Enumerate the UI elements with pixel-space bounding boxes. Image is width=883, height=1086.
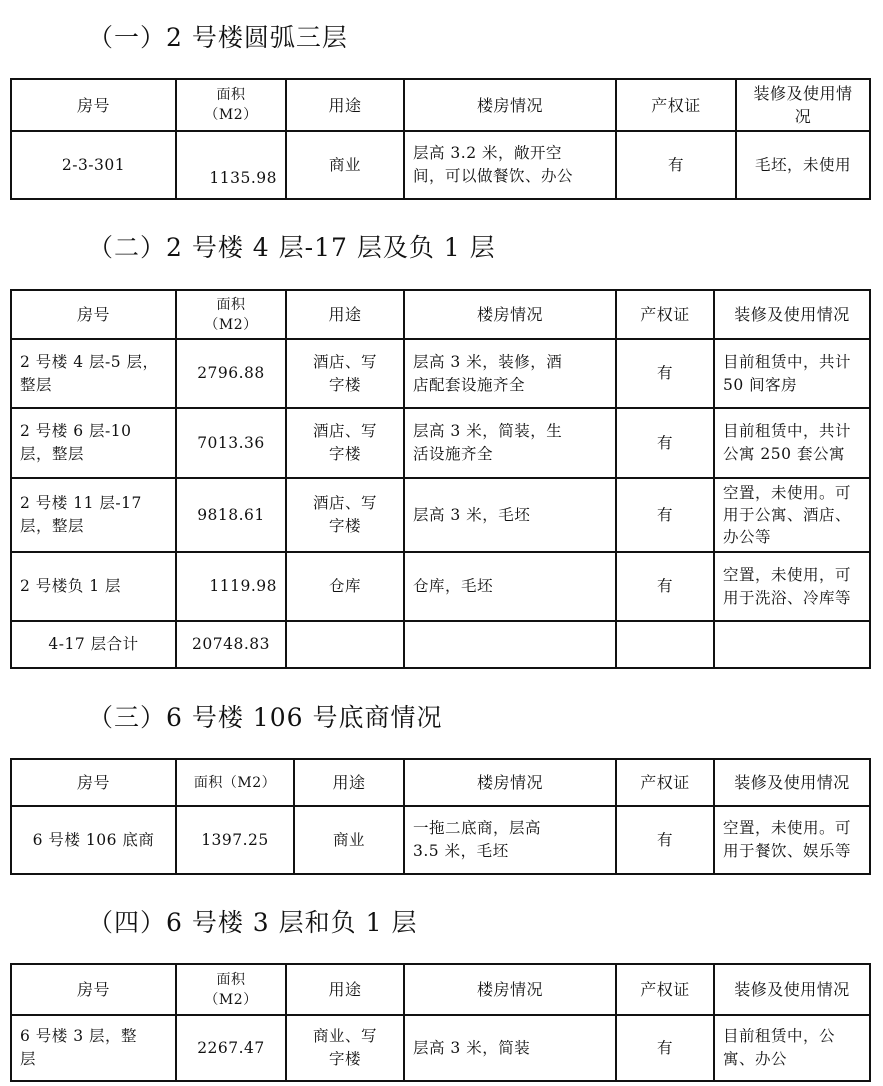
header-building: 楼房情况 — [404, 79, 616, 131]
text-line: 况 — [794, 107, 812, 126]
cell-room — [11, 408, 176, 478]
cell-building — [404, 131, 616, 199]
cell-decor — [714, 621, 870, 668]
text-line: 面积 — [216, 971, 246, 988]
section-4-table — [10, 963, 871, 1082]
text-line: 层高 3 米，毛坯 — [413, 505, 531, 524]
section-1-title: （一）2 号楼圆弧三层 — [88, 23, 348, 52]
cell-room — [11, 339, 176, 408]
cell-room — [11, 478, 176, 552]
header-room: 房号 — [11, 964, 176, 1015]
table-row — [11, 339, 870, 408]
text-line: 酒店、写 — [312, 352, 377, 371]
header-cert: 产权证 — [616, 964, 714, 1015]
cell-building — [404, 339, 616, 408]
text-line: 2 号楼负 1 层 — [20, 577, 122, 595]
cell-use: 商业 — [294, 806, 404, 874]
cell-cert — [616, 621, 714, 668]
text-line: 活设施齐全 — [413, 445, 494, 463]
header-area: 面积（M2） — [176, 759, 294, 806]
text-line: 装修及使用情 — [753, 84, 853, 103]
cell-cert: 有 — [616, 131, 736, 199]
cell-area: 9818.61 — [176, 478, 286, 552]
header-area — [176, 964, 286, 1015]
header-decor — [736, 79, 870, 131]
table-header-row — [11, 79, 870, 131]
section-2-title: （二）2 号楼 4 层-17 层及负 1 层 — [88, 233, 496, 262]
section-4-title: （四）6 号楼 3 层和负 1 层 — [88, 908, 418, 937]
text-line: 层高 3 米，装修，酒 — [413, 352, 563, 371]
cell-area: 1397.25 — [176, 806, 294, 874]
cell-area: 1119.98 — [176, 552, 286, 621]
cell-use — [286, 552, 404, 621]
text-line: 酒店、写 — [312, 422, 377, 440]
text-line: 6 号楼 3 层，整 — [20, 1027, 138, 1045]
table-row — [11, 478, 870, 552]
text-line: 空置，未使用。可 — [723, 484, 852, 502]
section-3-table — [10, 758, 871, 875]
header-cert: 产权证 — [616, 759, 714, 806]
text-line: 用于餐饮、娱乐等 — [723, 842, 852, 860]
text-line: 商业、写 — [312, 1027, 377, 1045]
header-decor: 装修及使用情况 — [714, 964, 870, 1015]
table-row — [11, 408, 870, 478]
cell-cert: 有 — [616, 806, 714, 874]
text-line: 间，可以做餐饮、办公 — [413, 167, 574, 185]
cell-building — [404, 478, 616, 552]
cell-room — [11, 552, 176, 621]
cell-use — [286, 621, 404, 668]
cell-room — [11, 1015, 176, 1081]
text-line: 目前租赁中，共计 — [723, 352, 852, 371]
text-line: 字楼 — [328, 445, 361, 463]
cell-cert: 有 — [616, 478, 714, 552]
cell-decor — [714, 552, 870, 621]
text-line: 面积 — [216, 296, 246, 313]
section-1-table — [10, 78, 871, 200]
text-line: 一拖二底商，层高 — [413, 819, 542, 837]
text-line: 目前租赁中，共计 — [723, 422, 852, 440]
text-line: 层高 3 米，简装 — [413, 1038, 531, 1057]
cell-use: 商业 — [286, 131, 404, 199]
text-line: （M2） — [204, 107, 258, 123]
text-line: 寓、办公 — [723, 1050, 788, 1068]
header-use: 用途 — [286, 79, 404, 131]
table-header-row — [11, 759, 870, 806]
section-2-table — [10, 289, 871, 669]
text-line: 2 号楼 6 层-10 — [20, 422, 132, 440]
section-3-title: （三）6 号楼 106 号底商情况 — [88, 703, 443, 732]
cell-decor — [714, 806, 870, 874]
cell-cert: 有 — [616, 339, 714, 408]
text-line: 层高 3 米，简装，生 — [413, 422, 563, 440]
cell-building — [404, 552, 616, 621]
cell-cert: 有 — [616, 408, 714, 478]
cell-decor: 毛坯，未使用 — [736, 131, 870, 199]
header-building: 楼房情况 — [404, 759, 616, 806]
cell-building — [404, 806, 616, 874]
header-use: 用途 — [286, 964, 404, 1015]
cell-decor — [714, 478, 870, 552]
text-line: （M2） — [204, 991, 258, 1008]
text-line: 空置，未使用，可 — [723, 565, 852, 584]
text-line: （M2） — [204, 316, 258, 333]
cell-room: 6 号楼 106 底商 — [11, 806, 176, 874]
text-line: 店配套设施齐全 — [413, 375, 526, 394]
header-use: 用途 — [294, 759, 404, 806]
text-line: 面积 — [216, 87, 246, 103]
text-line: 字楼 — [328, 1050, 361, 1068]
cell-room: 2-3-301 — [11, 131, 176, 199]
header-area — [176, 290, 286, 339]
cell-building — [404, 1015, 616, 1081]
text-line: 2 号楼 11 层-17 — [20, 494, 142, 512]
cell-cert: 有 — [616, 1015, 714, 1081]
header-decor: 装修及使用情况 — [714, 759, 870, 806]
text-line: 字楼 — [328, 517, 361, 535]
table-row — [11, 806, 870, 874]
cell-decor — [714, 1015, 870, 1081]
cell-use — [286, 339, 404, 408]
text-line: 整层 — [20, 375, 53, 394]
text-line: 层，整层 — [20, 517, 85, 535]
header-use: 用途 — [286, 290, 404, 339]
text-line: 字楼 — [328, 375, 361, 394]
text-line: 目前租赁中，公 — [723, 1027, 836, 1045]
table-header-row — [11, 964, 870, 1015]
cell-area: 1135.98 — [176, 131, 286, 199]
cell-use — [286, 1015, 404, 1081]
cell-area: 2267.47 — [176, 1015, 286, 1081]
cell-area: 2796.88 — [176, 339, 286, 408]
table-row — [11, 131, 870, 199]
cell-building — [404, 408, 616, 478]
header-cert: 产权证 — [616, 79, 736, 131]
text-line: 空置，未使用。可 — [723, 819, 852, 837]
cell-cert: 有 — [616, 552, 714, 621]
cell-use — [286, 478, 404, 552]
cell-use — [286, 408, 404, 478]
text-line: 酒店、写 — [312, 494, 377, 512]
table-row — [11, 552, 870, 621]
text-line: 50 间客房 — [723, 375, 798, 394]
text-line: 层高 3.2 米，敞开空 — [413, 144, 563, 162]
text-line: 2 号楼 4 层-5 层， — [20, 352, 159, 371]
text-line: 3.5 米，毛坯 — [413, 842, 509, 860]
text-line: 办公等 — [723, 528, 772, 546]
text-line: 层，整层 — [20, 445, 85, 463]
cell-building — [404, 621, 616, 668]
table-header-row — [11, 290, 870, 339]
header-building: 楼房情况 — [404, 290, 616, 339]
header-building: 楼房情况 — [404, 964, 616, 1015]
text-line: 仓库，毛坯 — [413, 577, 494, 595]
text-line: 层 — [20, 1050, 37, 1068]
text-line: 用于公寓、酒店、 — [723, 506, 852, 524]
table-row — [11, 1015, 870, 1081]
header-area — [176, 79, 286, 131]
text-line: 仓库 — [328, 577, 361, 595]
header-room: 房号 — [11, 79, 176, 131]
cell-decor — [714, 339, 870, 408]
header-cert: 产权证 — [616, 290, 714, 339]
table-row — [11, 621, 870, 668]
header-room: 房号 — [11, 759, 176, 806]
text-line: 用于洗浴、冷库等 — [723, 588, 852, 607]
header-decor: 装修及使用情况 — [714, 290, 870, 339]
cell-area: 7013.36 — [176, 408, 286, 478]
cell-room: 4-17 层合计 — [11, 621, 176, 668]
text-line: 公寓 250 套公寓 — [723, 445, 845, 463]
header-room: 房号 — [11, 290, 176, 339]
cell-decor — [714, 408, 870, 478]
cell-area: 20748.83 — [176, 621, 286, 668]
